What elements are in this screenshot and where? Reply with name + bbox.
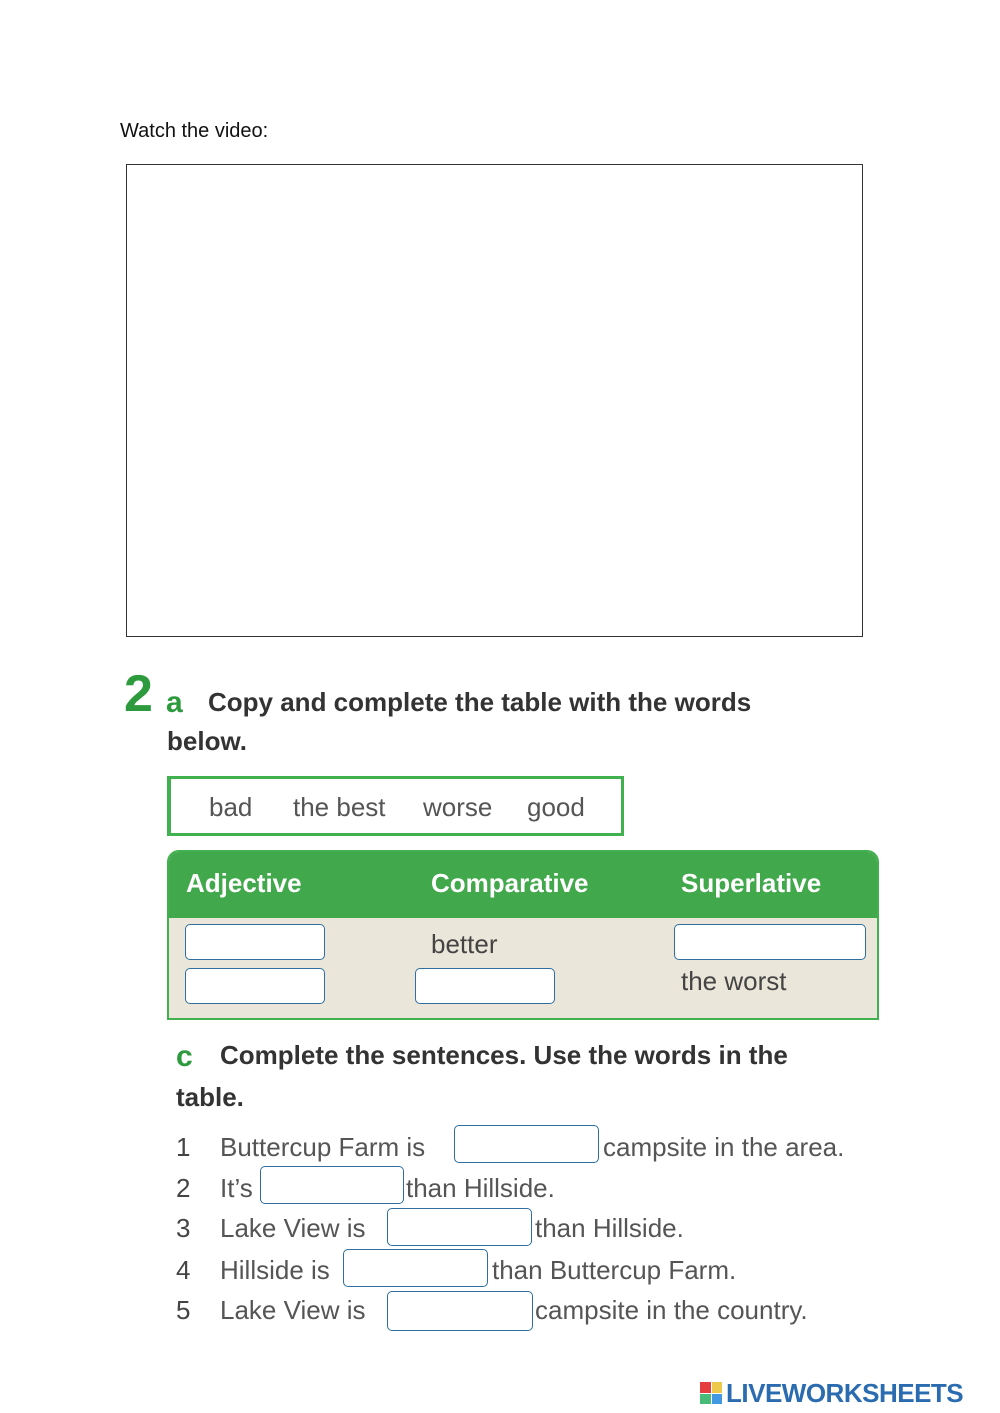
word-bank-item: worse	[423, 792, 493, 822]
header-adjective: Adjective	[186, 868, 302, 898]
part-c-instruction-line2: table.	[176, 1082, 244, 1112]
part-a-letter: a	[166, 686, 183, 719]
sentence-text-before: Hillside is	[220, 1255, 330, 1285]
sentence-text-after: than Hillside.	[406, 1173, 555, 1203]
sentence-number: 1	[176, 1132, 191, 1162]
sentence-5-input[interactable]	[387, 1291, 533, 1331]
sentence-3-input[interactable]	[387, 1208, 532, 1246]
part-c-letter: c	[176, 1040, 193, 1073]
exercise-number: 2	[124, 665, 153, 723]
sentence-4-input[interactable]	[343, 1249, 488, 1287]
answer-input-comparative-2[interactable]	[415, 968, 555, 1004]
word-bank-item: bad	[209, 792, 253, 822]
grammar-table	[167, 850, 879, 1020]
sentence-2-input[interactable]	[260, 1166, 404, 1204]
header-comparative: Comparative	[431, 868, 589, 898]
answer-input-adjective-2[interactable]	[185, 968, 325, 1004]
word-bank	[167, 776, 624, 836]
header-superlative: Superlative	[681, 868, 822, 898]
sentence-text-before: Lake View is	[220, 1295, 366, 1325]
word-bank-item: the best	[293, 792, 386, 822]
sentence-text-after: than Buttercup Farm.	[492, 1255, 737, 1285]
part-a-instruction: Copy and complete the table with the words	[208, 687, 752, 717]
sentence-text-after: than Hillside.	[535, 1213, 684, 1243]
liveworksheets-logo	[700, 1378, 963, 1408]
sentence-number: 4	[176, 1255, 191, 1285]
sentence-text-after: campsite in the area.	[603, 1132, 845, 1162]
sentence-text-before: It’s	[220, 1173, 253, 1203]
brand-name: LIVEWORKSHEETS	[726, 1377, 964, 1408]
answer-input-adjective-1[interactable]	[185, 924, 325, 960]
sentence-number: 2	[176, 1173, 191, 1203]
table-header	[169, 852, 877, 918]
sentence-text-after: campsite in the country.	[535, 1295, 808, 1325]
table-cell-comparative-1: better	[431, 929, 498, 959]
part-a-instruction-line2: below.	[167, 726, 247, 756]
sentence-text-before: Lake View is	[220, 1213, 366, 1243]
video-player[interactable]	[126, 164, 863, 637]
answer-input-superlative-1[interactable]	[674, 924, 866, 960]
watch-label: Watch the video:	[120, 120, 269, 142]
sentence-text-before: Buttercup Farm is	[220, 1132, 426, 1162]
sentence-number: 5	[176, 1295, 191, 1325]
table-cell-superlative-2: the worst	[681, 966, 787, 996]
sentence-1-input[interactable]	[454, 1125, 599, 1163]
sentence-number: 3	[176, 1213, 191, 1243]
part-c-instruction: Complete the sentences. Use the words in the	[220, 1040, 788, 1070]
word-bank-item: good	[527, 792, 585, 822]
logo-grid-icon	[700, 1382, 722, 1404]
